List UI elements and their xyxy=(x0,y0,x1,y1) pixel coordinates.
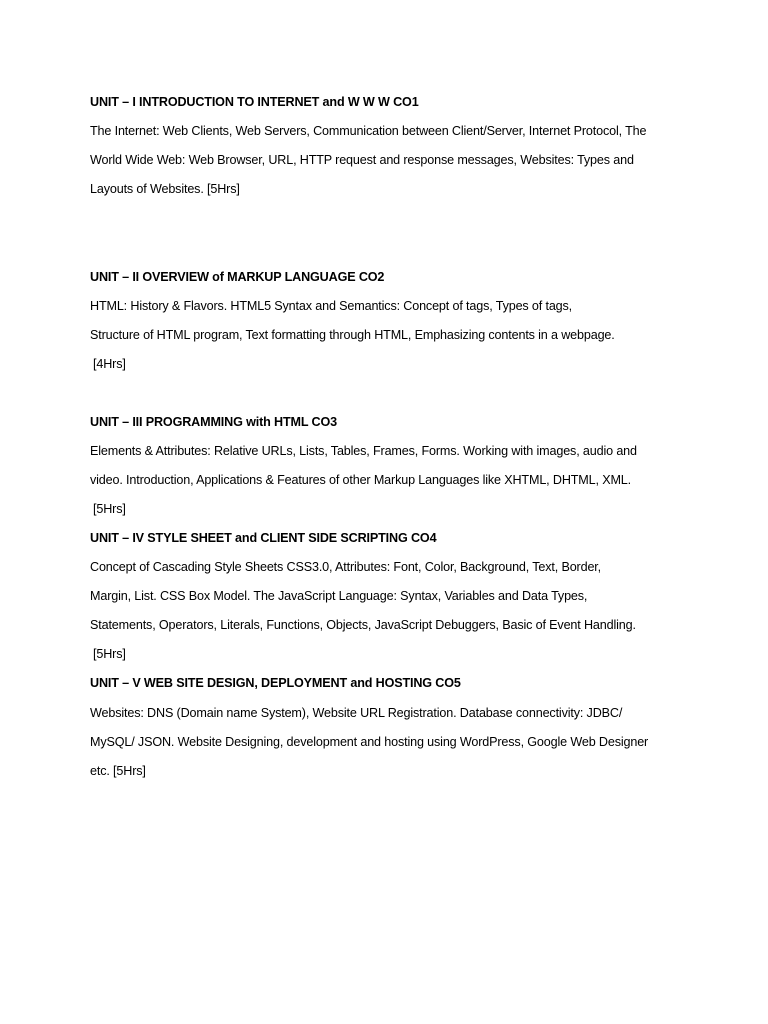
unit-5-line-3: etc. [5Hrs] xyxy=(90,764,146,778)
unit-1-line-2: World Wide Web: Web Browser, URL, HTTP request and response messages, Websites: Types and xyxy=(90,153,634,167)
unit-2-hours: [4Hrs] xyxy=(93,357,126,371)
unit-4-heading: UNIT – IV STYLE SHEET and CLIENT SIDE SCRIPTING CO4 xyxy=(90,531,437,545)
unit-1-line-3: Layouts of Websites. [5Hrs] xyxy=(90,182,240,196)
unit-5-line-2: MySQL/ JSON. Website Designing, development and hosting using WordPress, Google Web Designer xyxy=(90,735,649,749)
unit-2-line-2: Structure of HTML program, Text formatting through HTML, Emphasizing contents in a webpage. xyxy=(90,328,615,342)
unit-2-heading: UNIT – II OVERVIEW of MARKUP LANGUAGE CO2 xyxy=(90,270,385,284)
unit-2-line-1: HTML: History & Flavors. HTML5 Syntax and Semantics: Concept of tags, Types of tags, xyxy=(90,299,573,313)
unit-4-line-1: Concept of Cascading Style Sheets CSS3.0, Attributes: Font, Color, Background, Text, Border, xyxy=(90,560,601,574)
unit-4-line-3: Statements, Operators, Literals, Functions, Objects, JavaScript Debuggers, Basic of Event Handling. xyxy=(90,618,636,632)
unit-4-hours: [5Hrs] xyxy=(93,647,126,661)
unit-3-line-1: Elements & Attributes: Relative URLs, Lists, Tables, Frames, Forms. Working with images, audio and xyxy=(90,444,637,458)
unit-3-heading: UNIT – III PROGRAMMING with HTML CO3 xyxy=(90,415,337,429)
unit-5-heading: UNIT – V WEB SITE DESIGN, DEPLOYMENT and HOSTING CO5 xyxy=(90,676,461,690)
unit-5-line-1: Websites: DNS (Domain name System), Website URL Registration. Database connectivity: JDBC/ xyxy=(90,706,623,720)
unit-3-hours: [5Hrs] xyxy=(93,502,126,516)
unit-3-line-2: video. Introduction, Applications & Features of other Markup Languages like XHTML, DHTML, XML. xyxy=(90,473,631,487)
unit-4-line-2: Margin, List. CSS Box Model. The JavaScript Language: Syntax, Variables and Data Types, xyxy=(90,589,588,603)
unit-1-line-1: The Internet: Web Clients, Web Servers, Communication between Client/Server, Internet Protocol, The xyxy=(90,124,647,138)
unit-1-heading: UNIT – I INTRODUCTION TO INTERNET and W W W CO1 xyxy=(90,95,419,109)
